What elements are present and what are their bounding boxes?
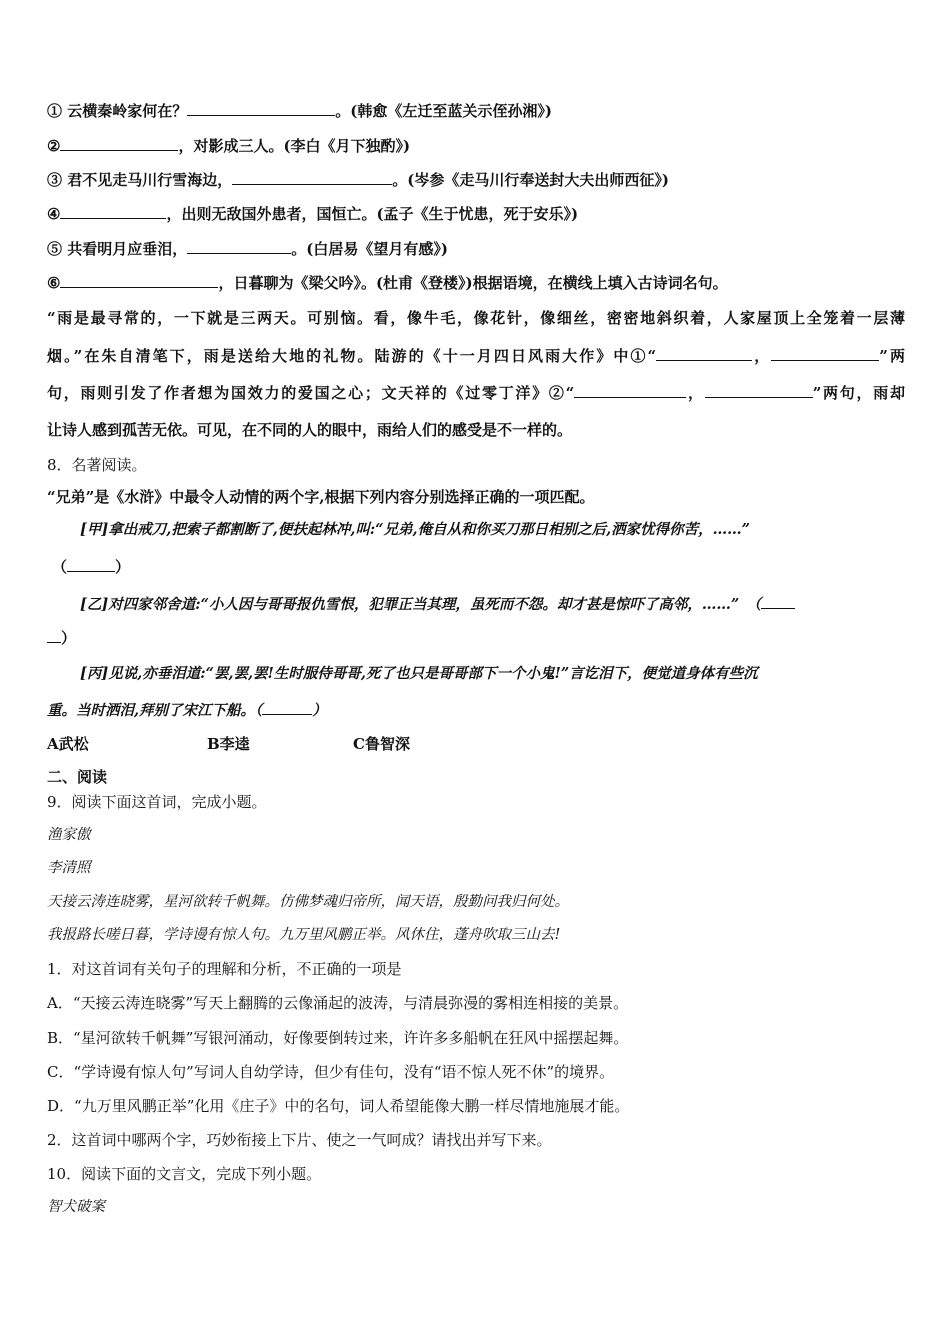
rain-paragraph-line-1: “雨是最寻常的，一下就是三两天。可别恼。看，像牛毛，像花针，像细丝，密密地斜织着，人家屋顶上全笼着一层薄 xyxy=(47,309,905,327)
choice-a[interactable]: A．“天接云涛连晓雾”写天上翻腾的云像涌起的波涛，与清晨弥漫的雾相连相接的美景。 xyxy=(47,994,629,1012)
answer-blank[interactable] xyxy=(705,383,813,398)
rain-paragraph-line-3: 句，雨则引发了作者想为国效力的爱国之心；文天祥的《过零丁洋》②“ ， ”两句，雨却 xyxy=(47,384,905,402)
answer-blank[interactable] xyxy=(60,204,166,219)
answer-blank[interactable] xyxy=(60,136,178,151)
story-title: 智犬破案 xyxy=(47,1199,105,1215)
answer-blank[interactable] xyxy=(232,170,392,185)
answer-blank[interactable] xyxy=(262,700,312,715)
choice-c[interactable]: C．“学诗谩有惊人句”写词人自幼学诗，但少有佳句，没有“语不惊人死不休”的境界。 xyxy=(47,1063,615,1081)
poem-author: 李清照 xyxy=(47,860,91,876)
q9-subquestion-2: 2．这首词中哪两个字，巧妙衔接上下片、使之一气呵成？请找出并写下来。 xyxy=(47,1131,552,1149)
q8-excerpt-jia: [甲]拿出戒刀,把索子都割断了,便扶起林冲,叫:“兄弟,俺自从和你买刀那日相别之后,洒家忧得你苦，……” xyxy=(80,521,750,538)
q7-item-1: ① 云横秦岭家何在？ 。(韩愈《左迁至蓝关示侄孙湘》) xyxy=(47,102,552,120)
q7-item-5: ⑤ 共看明月应垂泪， 。(白居易《望月有感》) xyxy=(47,240,448,258)
answer-blank[interactable] xyxy=(60,273,218,288)
q7-item-2: ② ，对影成三人。(李白《月下独酌》) xyxy=(47,137,411,155)
q7-item-4: ④ ，出则无敌国外患者，国恒亡。(孟子《生于忧患，死于安乐》) xyxy=(47,205,579,223)
q8-excerpt-bing-line-1: [丙]见说,亦垂泪道:“罢,罢,罢!生时服侍哥哥,死了也只是哥哥部下一个小鬼!”言讫泪下，便觉道身体有些沉 xyxy=(80,665,758,682)
q10-title: 10．阅读下面的文言文，完成下列小题。 xyxy=(47,1165,322,1183)
choice-b[interactable]: B．“星河欲转千帆舞”写银河涌动，好像要倒转过来，许许多多船帆在狂风中摇摆起舞。 xyxy=(47,1029,629,1047)
q8-excerpt-yi: [乙]对四家邻舍道:“小人因与哥哥报仇雪恨，犯罪正当其理，虽死而不怨。却才甚是惊吓了高邻，……” （ xyxy=(80,594,795,615)
answer-blank[interactable] xyxy=(187,101,335,116)
q8-intro: “兄弟”是《水浒》中最令人动情的两个字,根据下列内容分别选择正确的一项匹配。 xyxy=(47,488,595,506)
option-b[interactable]: B李逵 xyxy=(207,735,250,753)
answer-blank[interactable] xyxy=(761,594,795,609)
option-a[interactable]: A武松 xyxy=(47,735,89,753)
answer-blank[interactable] xyxy=(656,346,752,361)
answer-blank[interactable] xyxy=(771,346,879,361)
q9-subquestion-1: 1．对这首词有关句子的理解和分析，不正确的一项是 xyxy=(47,960,402,978)
q8-excerpt-bing-line-2: 重。当时洒泪,拜别了宋江下船。（ ） xyxy=(47,702,327,719)
choice-d[interactable]: D．“九万里风鹏正举”化用《庄子》中的名句，词人希望能像大鹏一样尽情地施展才能。 xyxy=(47,1097,630,1115)
section-heading-reading: 二、阅读 xyxy=(47,768,108,786)
answer-blank[interactable] xyxy=(574,383,686,398)
q8-answer-yi: ） xyxy=(47,628,76,648)
poem-line-1: 天接云涛连晓雾，星河欲转千帆舞。仿佛梦魂归帝所，闻天语，殷勤问我归何处。 xyxy=(47,894,569,910)
q7-item-3: ③ 君不见走马川行雪海边， 。(岑参《走马川行奉送封大夫出师西征》) xyxy=(47,171,669,189)
q8-answer-jia: （ ） xyxy=(52,558,131,576)
answer-blank[interactable] xyxy=(67,557,115,572)
poem-line-2: 我报路长嗟日暮，学诗谩有惊人句。九万里风鹏正举。风休住，蓬舟吹取三山去! xyxy=(47,927,561,943)
q9-title: 9．阅读下面这首词，完成小题。 xyxy=(47,793,267,811)
answer-blank[interactable] xyxy=(187,239,291,254)
poem-title: 渔家傲 xyxy=(47,827,91,843)
rain-paragraph-line-4: 让诗人感到孤苦无依。可见，在不同的人的眼中，雨给人们的感受是不一样的。 xyxy=(47,421,573,439)
q8-title: 8．名著阅读。 xyxy=(47,456,147,474)
option-c[interactable]: C鲁智深 xyxy=(353,735,410,753)
answer-blank[interactable] xyxy=(47,628,61,643)
q7-item-6: ⑥ ，日暮聊为《梁父吟》。(杜甫《登楼》)根据语境，在横线上填入古诗词名句。 xyxy=(47,274,728,292)
q8-options xyxy=(47,734,410,754)
rain-paragraph-line-2: 烟。”在朱自清笔下，雨是送给大地的礼物。陆游的《十一月四日风雨大作》中①“ ， ”两 xyxy=(47,347,905,365)
